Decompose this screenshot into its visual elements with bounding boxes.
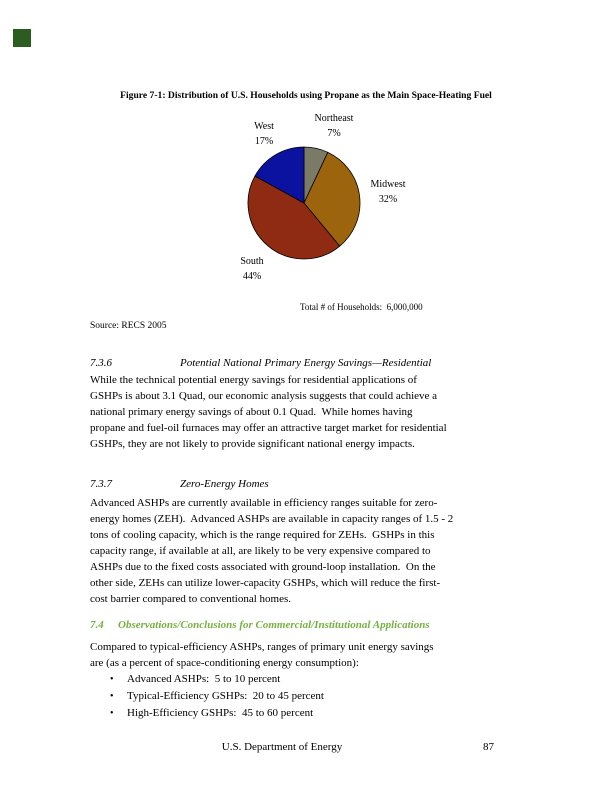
bullet-item bbox=[90, 671, 564, 688]
footer-page-number: 87 bbox=[483, 741, 494, 753]
pie-label-west bbox=[254, 120, 274, 149]
bullet-icon: • bbox=[110, 691, 114, 702]
section-number: 7.4 bbox=[90, 619, 104, 631]
bullet-text: Advanced ASHPs: 5 to 10 percent bbox=[127, 673, 281, 685]
text-line: national primary energy savings of about 0.1 Quad. While homes having bbox=[90, 406, 413, 418]
pie-chart bbox=[247, 146, 361, 260]
text-line: propane and fuel-oil furnaces may offer an attractive target market for residential bbox=[90, 422, 447, 434]
bullet-icon: • bbox=[110, 674, 114, 685]
text-line: While the technical potential energy savings for residential applications of bbox=[90, 374, 417, 386]
bullet-item bbox=[90, 688, 564, 705]
section-title: Observations/Conclusions for Commercial/Institutional Applications bbox=[118, 619, 430, 631]
pie-label-northeast bbox=[315, 112, 354, 141]
text-line: ASHPs due to the fixed costs associated with ground-loop installation. On the bbox=[90, 561, 436, 573]
paragraph-7-3-6 bbox=[90, 372, 564, 452]
figure-title: Figure 7-1: Distribution of U.S. Households using Propane as the Main Space-Heating Fuel bbox=[120, 90, 492, 101]
pie-label-name: South bbox=[240, 256, 264, 267]
pie-label-name: Northeast bbox=[314, 113, 354, 124]
source-label: Source: RECS 2005 bbox=[90, 321, 167, 331]
paragraph-7-3-7 bbox=[90, 495, 564, 607]
paragraph-7-4 bbox=[90, 639, 564, 722]
pie-label-pct: 32% bbox=[378, 193, 398, 205]
section-heading-7-3-6 bbox=[90, 356, 431, 370]
section-number: 7.3.6 bbox=[90, 357, 112, 369]
section-heading-7-3-7 bbox=[90, 477, 269, 491]
section-title: Potential National Primary Energy Savings—Residential bbox=[180, 357, 432, 369]
text-line: Advanced ASHPs are currently available in efficiency ranges suitable for zero- bbox=[90, 497, 438, 509]
pie-label-name: West bbox=[254, 121, 274, 132]
text-line: cost barrier compared to conventional homes. bbox=[90, 593, 291, 605]
pie-label-midwest bbox=[371, 178, 406, 207]
text-line: are (as a percent of space-conditioning energy consumption): bbox=[90, 657, 359, 669]
section-title: Zero-Energy Homes bbox=[180, 478, 269, 490]
pie-label-pct: 44% bbox=[242, 270, 262, 282]
text-line: capacity range, if available at all, are likely to be very expensive compared to bbox=[90, 545, 431, 557]
text-line: GSHPs is about 3.1 Quad, our economic analysis suggests that could achieve a bbox=[90, 390, 438, 402]
pie-label-pct: 7% bbox=[327, 127, 341, 139]
section-number: 7.3.7 bbox=[90, 478, 112, 490]
bullet-text: Typical-Efficiency GSHPs: 20 to 45 percent bbox=[127, 690, 324, 702]
corner-square-shape bbox=[13, 29, 31, 47]
bullet-item bbox=[90, 705, 564, 722]
text-line: energy homes (ZEH). Advanced ASHPs are available in capacity ranges of 1.5 - 2 bbox=[90, 513, 454, 525]
text-line: tons of cooling capacity, which is the range required for ZEHs. GSHPs in this bbox=[90, 529, 435, 541]
pie-label-name: Midwest bbox=[370, 179, 406, 190]
footer-organization: U.S. Department of Energy bbox=[221, 741, 343, 753]
total-households-label: Total # of Households: 6,000,000 bbox=[300, 302, 423, 312]
section-heading-7-4 bbox=[90, 618, 430, 632]
bullet-text: High-Efficiency GSHPs: 45 to 60 percent bbox=[127, 707, 314, 719]
text-line: other side, ZEHs can utilize lower-capacity GSHPs, which will reduce the first- bbox=[90, 577, 441, 589]
bullet-icon: • bbox=[110, 708, 114, 719]
page-corner-square bbox=[13, 29, 31, 47]
pie-label-pct: 17% bbox=[254, 135, 274, 147]
text-line: GSHPs, they are not likely to provide significant national energy impacts. bbox=[90, 438, 415, 450]
pie-label-south bbox=[240, 255, 263, 284]
text-line: Compared to typical-efficiency ASHPs, ranges of primary unit energy savings bbox=[90, 641, 434, 653]
